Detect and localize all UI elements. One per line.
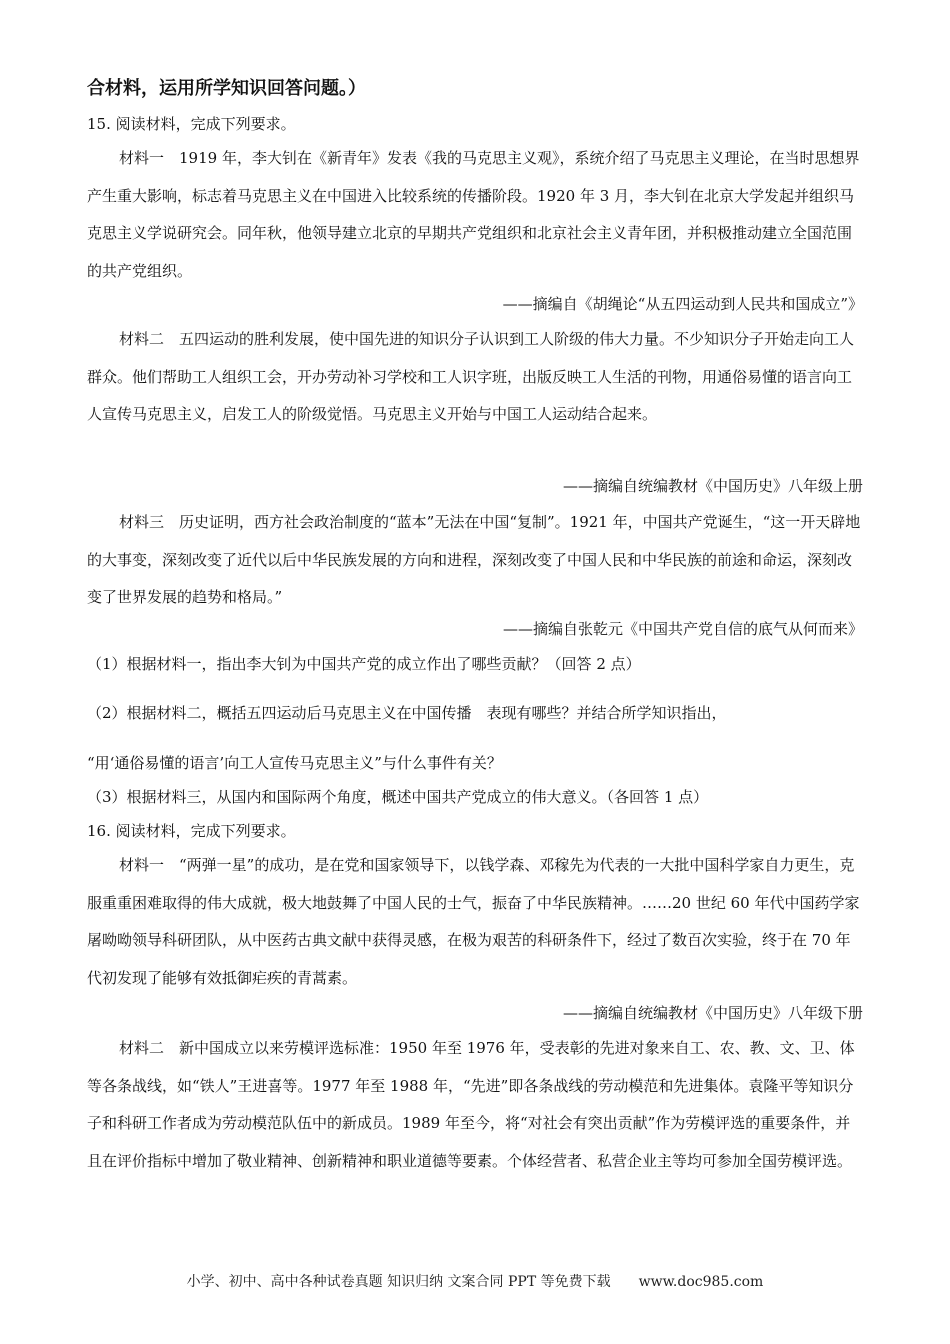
q15-subquestion-2-cont: “用‘通俗易懂的语言’向工人宣传马克思主义”与什么事件有关？ [87,754,502,772]
q15-source-1: ——摘编自《胡绳论“从五四运动到人民共和国成立”》 [502,295,863,313]
q16-material-2 [87,1030,863,1180]
q15-subquestion-3: （3）根据材料三，从国内和国际两个角度，概述中国共产党成立的伟大意义。（各回答 1 点） [87,788,709,806]
section-instruction-continued: 合材料，运用所学知识回答问题。） [87,78,366,99]
q15-material-1-text: 材料一 1919 年，李大钊在《新青年》发表《我的马克思主义观》，系统介绍了马克思主义理论，在当时思想界产生重大影响，标志着马克思主义在中国进入比较系统的传播阶段。1920 年 3 月，李大钊在北京大学发起并组织马克思主义学说研究会。同年秋，他领导建立北京的早期共产党组织和北京社会主义青年团，并积极推动建立全国范围的共产党组织。 [87,149,860,280]
q15-material-3 [87,504,863,617]
q15-source-3: ——摘编自张乾元《中国共产党自信的底气从何而来》 [502,620,863,638]
q16-material-1 [87,847,863,997]
question-16-title: 16. 阅读材料，完成下列要求。 [87,822,296,840]
q15-subquestion-2: （2）根据材料二，概括五四运动后马克思主义在中国传播 表现有哪些？并结合所学知识指出， [87,704,727,722]
q16-material-2-text: 材料二 新中国成立以来劳模评选标准：1950 年至 1976 年，受表彰的先进对象来自工、农、教、文、卫、体等各条战线，如“铁人”王进喜等。1977 年至 1988 年，“先进”即各条战线的劳动模范和先进集体。袁隆平等知识分子和科研工作者成为劳动模范队伍中的新成员。1989 年至今，将“对社会有突出贡献”作为劳模评选的重要条件，并且在评价指标中增加了敬业精神、创新精神和职业道德等要素。个体经营者、私营企业主等均可参加全国劳模评选。 [87,1039,855,1170]
q15-material-3-text: 材料三 历史证明，西方社会政治制度的“蓝本”无法在中国“复制”。1921 年，中国共产党诞生，“这一开天辟地的大事变，深刻改变了近代以后中华民族发展的方向和进程，深刻改变了中国人民和中华民族的前途和命运，深刻改变了世界发展的趋势和格局。” [87,513,861,606]
page-footer: 小学、初中、高中各种试卷真题 知识归纳 文案合同 PPT 等免费下载 www.doc985.com [186,1274,764,1290]
q15-material-2 [87,321,863,434]
q15-source-2: ——摘编自统编教材《中国历史》八年级上册 [562,477,863,495]
q15-material-1 [87,140,863,290]
q16-material-1-text: 材料一 “两弹一星”的成功，是在党和国家领导下，以钱学森、邓稼先为代表的一大批中国科学家自力更生，克服重重困难取得的伟大成就，极大地鼓舞了中国人民的士气，振奋了中华民族精神。……20 世纪 60 年代中国药学家屠呦呦领导科研团队，从中医药古典文献中获得灵感，在极为艰苦的科研条件下，经过了数百次实验，终于在 70 年代初发现了能够有效抵御疟疾的青蒿素。 [87,856,860,987]
q15-subquestion-1: （1）根据材料一，指出李大钊为中国共产党的成立作出了哪些贡献？（回答 2 点） [87,655,641,673]
q16-source-1: ——摘编自统编教材《中国历史》八年级下册 [562,1004,863,1022]
q15-material-2-text: 材料二 五四运动的胜利发展，使中国先进的知识分子认识到工人阶级的伟大力量。不少知识分子开始走向工人群众。他们帮助工人组织工会，开办劳动补习学校和工人识字班，出版反映工人生活的刊物，用通俗易懂的语言向工人宣传马克思主义，启发工人的阶级觉悟。马克思主义开始与中国工人运动结合起来。 [87,330,855,423]
question-15-title: 15. 阅读材料，完成下列要求。 [87,115,296,133]
